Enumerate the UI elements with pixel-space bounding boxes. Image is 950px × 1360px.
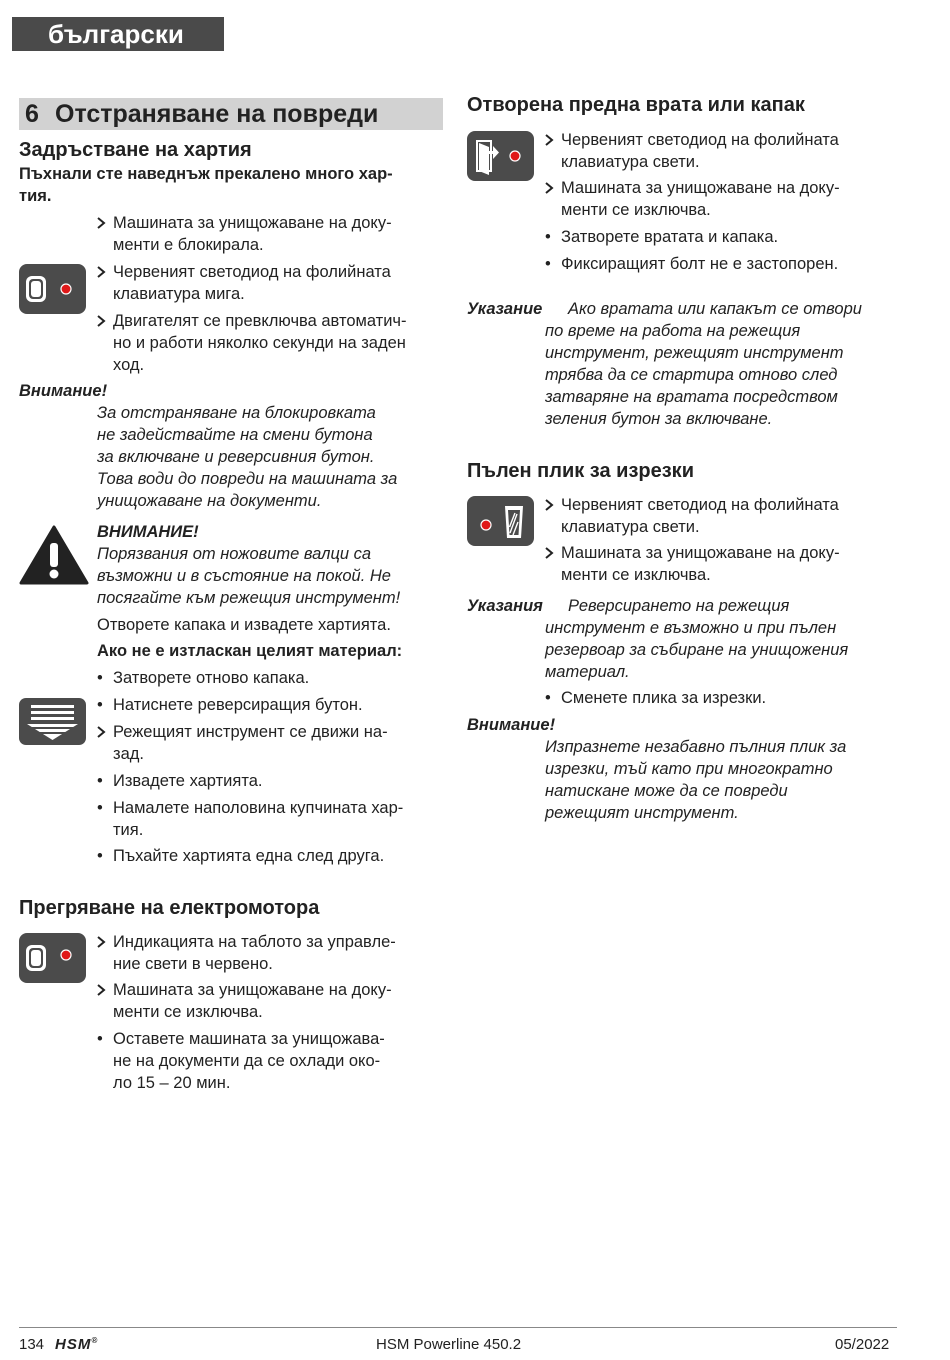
bullet: • [97,772,103,790]
note-text: по време на работа на режещия инструмент, режещият инструмент трябва да се стартира отново след затваряне на вратата посредством зеления бутон за включване. [545,322,844,428]
open-cover-text: Отворете капака и извадете хартията. [97,616,391,634]
list-item: Машината за унищожаване на доку- менти е блокирала. [97,212,392,256]
waste-bin-full-icon [467,496,534,546]
warning-label: ВНИМАНИЕ! [97,523,199,541]
caution-text: За отстраняване на блокировката не задействайте на смени бутона за включване и реверсивния бутон. Това води до повреди на машината за унищожаване на документи. [97,404,398,510]
list-item: Червеният светодиод на фолийната клавиатура свети. [545,494,839,538]
bullet: • [97,669,103,687]
paper-jam-subheading: Пъхнали сте наведнъж прекалено много хар- [19,165,393,183]
paper-jam-heading: Задръстване на хартия [19,139,252,161]
language-tab: български [12,17,224,51]
warning-text: Порязвания от ножовите валци са възможни и в състояние на покой. Не посягайте към режещия инструмент! [97,545,401,607]
list-item: • Намалете наполовина купчината хар- тия. [97,799,404,839]
chapter-heading [19,98,443,130]
reverse-button-icon [19,698,86,745]
list-item: • Затворете отново капака. [97,669,310,687]
list-item: Индикацията на таблото за управле- ние свети в червено. [97,931,396,975]
chapter-title: Отстраняване на повреди [55,100,379,128]
publication-date: 05/2022 [835,1336,890,1353]
note-text-first: Ако вратата или капакът се отвори [568,300,862,318]
note-label: Указание [467,300,543,318]
list-item: Двигателят се превключва автоматич- но и работи няколко секунди на заден ход. [97,310,407,376]
bullet: • [545,228,551,246]
list-item: Режещият инструмент се движи на- зад. [97,721,388,765]
arrow-icon [97,315,106,327]
note-text: инструмент е възможно и при пълен резервоар за събиране на унищожения материал. [545,619,849,681]
list-item: Машината за унищожаване на доку- менти се изключва. [545,542,840,586]
arrow-icon [97,984,106,996]
bullet: • [97,1030,103,1048]
paper-jam-subheading-cont: тия. [19,187,52,205]
arrow-icon [97,936,106,948]
product-name: HSM Powerline 450.2 [376,1336,522,1353]
bullet: • [97,847,103,865]
list-item: Машината за унищожаване на доку- менти се изключва. [545,177,840,221]
arrow-icon [545,182,554,194]
list-item: • Сменете плика за изрезки. [545,689,767,707]
note-text-first: Реверсирането на режещия [568,597,790,615]
list-item: Червеният светодиод на фолийната клавиатура мига. [97,261,391,305]
arrow-icon [545,547,554,559]
led-indicator-icon [19,933,86,983]
caution-label: Внимание! [467,716,556,734]
caution-text: Изпразнете незабавно пълния плик за изрезки, тъй като при многократно натискане може да се повреди режещият инструмент. [545,738,847,822]
warning-icon [19,525,89,585]
list-item: • Оставете машината за унищожава- не на документи да се охлади око- ло 15 – 20 мин. [97,1030,385,1092]
arrow-icon [545,134,554,146]
bullet: • [545,689,551,707]
led-blink-icon [19,264,86,314]
chapter-number: 6 [25,100,39,128]
list-item: Червеният светодиод на фолийната клавиатура свети. [545,129,839,173]
door-heading: Отворена предна врата или капак [467,94,805,116]
list-item: • Натиснете реверсиращия бутон. [97,696,363,714]
list-item: Машината за унищожаване на доку- менти се изключва. [97,979,392,1023]
bullet: • [97,799,103,817]
list-item: • Извадете хартията. [97,772,263,790]
footer-divider [19,1327,897,1328]
bullet: • [97,696,103,714]
brand-logo: HSM® [55,1336,99,1353]
arrow-icon [97,266,106,278]
arrow-icon [97,726,106,738]
note-label: Указания [467,597,543,615]
arrow-icon [97,217,106,229]
bin-heading: Пълен плик за изрезки [467,460,694,482]
list-item: • Затворете вратата и капака. [545,228,779,246]
list-item: • Фиксиращият болт не е застопорен. [545,255,839,273]
caution-label: Внимание! [19,382,108,400]
page-number: 134 [19,1336,45,1353]
list-item: • Пъхайте хартията една след друга. [97,847,385,865]
not-ejected-heading: Ако не е изтласкан целият материал: [97,642,403,660]
bullet: • [545,255,551,273]
door-open-icon [467,131,534,181]
arrow-icon [545,499,554,511]
motor-heading: Прегряване на електромотора [19,897,320,919]
